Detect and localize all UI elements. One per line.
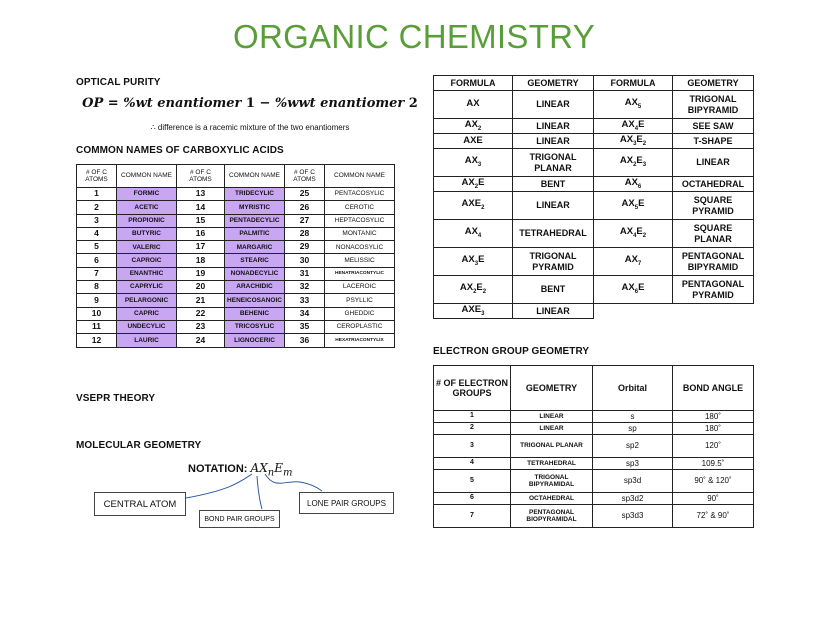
formula-subscript: 2: [642, 140, 647, 147]
formula-lone-pair: E: [478, 254, 485, 266]
acid-name-cell: LAURIC: [117, 334, 177, 347]
formula-base: AX: [466, 98, 480, 110]
formula-base: AXE: [463, 134, 483, 146]
geometry-cell: LINEAR: [513, 192, 594, 220]
acid-name-cell: PENTADECYLIC: [225, 214, 285, 227]
geometry-cell: BENT: [513, 276, 594, 304]
carboxylic-row: [77, 294, 395, 307]
notation-n: n: [267, 467, 275, 479]
electron-row: [434, 470, 754, 493]
formula-cell: [594, 304, 673, 319]
col-header: # OF ELECTRON GROUPS: [434, 366, 511, 411]
optical-purity-heading: OPTICAL PURITY: [76, 77, 161, 88]
bond-pair-label: BOND PAIR GROUPS: [204, 515, 275, 523]
group-count-cell: 1: [434, 411, 511, 423]
formula-cell: [594, 220, 673, 248]
formula-cell: [594, 192, 673, 220]
formula-base: AX: [461, 254, 475, 266]
formula-base: AX: [624, 254, 638, 266]
formula-cell: [594, 134, 673, 149]
page-title: ORGANIC CHEMISTRY: [232, 18, 596, 55]
geometry-row: [434, 134, 754, 149]
formula-lone-pair: E: [638, 198, 645, 210]
carbon-count-cell: 20: [177, 281, 225, 294]
formula-base: AX: [464, 118, 478, 130]
acid-name-cell: NONACOSYLIC: [325, 241, 395, 254]
geometry-cell: LINEAR: [673, 149, 754, 177]
orbital-cell: sp3: [593, 458, 673, 470]
carboxylic-row: [77, 201, 395, 214]
col-header: # OF C ATOMS: [77, 165, 117, 188]
formula-cell: [594, 248, 673, 276]
carbon-count-cell: 30: [285, 254, 325, 267]
geometry-cell: TETRAHEDRAL: [511, 458, 593, 470]
formula-base: AX: [621, 118, 635, 130]
carbon-count-cell: 5: [77, 241, 117, 254]
electron-row: [434, 458, 754, 470]
electron-group-table: [433, 365, 754, 528]
acid-name-cell: MONTANIC: [325, 227, 395, 240]
notation-ax: AX: [250, 461, 268, 475]
carboxylic-acids-table: [76, 164, 395, 348]
formula-base: AX: [619, 133, 634, 145]
carbon-count-cell: 11: [77, 320, 117, 333]
formula-subscript: 3: [633, 140, 637, 147]
formula-subscript: 5: [634, 205, 639, 211]
col-header: COMMON NAME: [325, 165, 395, 188]
formula-lone-pair: E: [478, 176, 485, 188]
notation-e: E: [274, 461, 283, 475]
formula-subscript: 3: [474, 261, 479, 267]
acid-name-cell: MYRISTIC: [225, 201, 285, 214]
acid-name-cell: CAPRYLIC: [117, 281, 177, 294]
carbon-count-cell: 19: [177, 267, 225, 280]
bond-pair-box: [199, 510, 280, 528]
formula-cell: [434, 134, 513, 149]
geometry-cell: TRIGONAL PYRAMID: [513, 248, 594, 276]
geometry-header-row: [434, 76, 754, 91]
carbon-count-cell: 6: [77, 254, 117, 267]
geometry-cell: LINEAR: [513, 119, 594, 134]
formula-cell: [594, 177, 673, 192]
optical-purity-formula: [75, 96, 425, 111]
carbon-count-cell: 12: [77, 334, 117, 347]
carbon-count-cell: 17: [177, 241, 225, 254]
carboxylic-row: [77, 241, 395, 254]
formula-base: AXE: [461, 198, 482, 210]
formula-subscript: 4: [633, 233, 637, 239]
electron-group-heading: ELECTRON GROUP GEOMETRY: [433, 346, 590, 357]
carbon-count-cell: 9: [77, 294, 117, 307]
geometry-cell: TRIGONAL PLANAR: [513, 149, 594, 177]
molecular-geometry-table: [433, 75, 754, 319]
carbon-count-cell: 14: [177, 201, 225, 214]
acid-name-cell: LIGNOCERIC: [225, 334, 285, 347]
acid-name-cell: ACETIC: [117, 201, 177, 214]
lone-pair-box: [299, 492, 394, 514]
acid-name-cell: PALMITIC: [225, 227, 285, 240]
acid-name-cell: HENEICOSANOIC: [225, 294, 285, 307]
orbital-cell: sp3d3: [593, 505, 673, 528]
carbon-count-cell: 25: [285, 188, 325, 201]
notation-label: NOTATION:: [188, 463, 251, 475]
col-header: # OF C ATOMS: [285, 165, 325, 188]
orbital-cell: s: [593, 411, 673, 423]
formula-cell: [594, 119, 673, 134]
orbital-cell: sp: [593, 423, 673, 435]
acid-name-cell: LACEROIC: [325, 281, 395, 294]
formula-base: AX: [621, 282, 635, 294]
acid-name-cell: PELARGONIC: [117, 294, 177, 307]
formula-base: AX: [464, 155, 478, 167]
formula-subscript: 6: [634, 289, 639, 295]
geometry-cell: LINEAR: [511, 423, 593, 435]
formula-subscript: 2: [642, 233, 647, 239]
acid-name-cell: HEPTACOSYLIC: [325, 214, 395, 227]
formula-lone-pair: E: [638, 118, 645, 130]
formula-cell: [434, 119, 513, 134]
bond-angle-cell: 90˚ & 120˚: [673, 470, 754, 493]
formula-lone-pair: E: [636, 226, 643, 238]
carbon-count-cell: 22: [177, 307, 225, 320]
acid-name-cell: GHEDDIC: [325, 307, 395, 320]
acid-name-cell: FORMIC: [117, 188, 177, 201]
geometry-cell: TRIGONAL BIPYRAMID: [673, 91, 754, 119]
col-header: COMMON NAME: [117, 165, 177, 188]
formula-base: AX: [459, 282, 474, 294]
geometry-row: [434, 91, 754, 119]
geometry-cell: LINEAR: [513, 91, 594, 119]
group-count-cell: 7: [434, 505, 511, 528]
notation-line: [188, 461, 292, 478]
geometry-cell: TRIGONAL BIPYRAMIDAL: [511, 470, 593, 493]
carbon-count-cell: 16: [177, 227, 225, 240]
bond-angle-cell: 180˚: [673, 411, 754, 423]
col-header: FORMULA: [434, 76, 513, 91]
carbon-count-cell: 1: [77, 188, 117, 201]
geometry-cell: PENTAGONAL BIOPYRAMIDAL: [511, 505, 593, 528]
geometry-row: [434, 220, 754, 248]
geometry-cell: [673, 304, 754, 319]
carbon-count-cell: 29: [285, 241, 325, 254]
carbon-count-cell: 21: [177, 294, 225, 307]
formula-base: AX: [461, 176, 475, 188]
formula-lone-pair: E: [636, 155, 643, 167]
formula-base: AX: [624, 176, 638, 188]
carbon-count-cell: 34: [285, 307, 325, 320]
formula-base: AX: [624, 97, 638, 109]
acid-name-cell: BEHENIC: [225, 307, 285, 320]
geometry-row: [434, 248, 754, 276]
bond-angle-cell: 180˚: [673, 423, 754, 435]
molecular-geometry-heading: MOLECULAR GEOMETRY: [76, 440, 202, 451]
acid-name-cell: BUTYRIC: [117, 227, 177, 240]
carbon-count-cell: 3: [77, 214, 117, 227]
geometry-cell: SEE SAW: [673, 119, 754, 134]
formula-base: AX: [621, 198, 635, 210]
formula-cell: [434, 248, 513, 276]
group-count-cell: 3: [434, 435, 511, 458]
formula-cell: [434, 149, 513, 177]
formula-subscript: 3: [642, 162, 647, 168]
geometry-cell: SQUARE PYRAMID: [673, 192, 754, 220]
acid-name-cell: ENANTHIC: [117, 267, 177, 280]
racemic-note: ∴ difference is a racemic mixture of the two enantiomers: [150, 123, 350, 132]
acid-name-cell: MELISSIC: [325, 254, 395, 267]
electron-row: [434, 411, 754, 423]
col-header: BOND ANGLE: [673, 366, 754, 411]
formula-subscript: 2: [477, 125, 482, 132]
formula-subscript: 4: [634, 125, 639, 132]
central-atom-label: CENTRAL ATOM: [103, 498, 177, 510]
formula-base: AX: [619, 155, 634, 167]
acid-name-cell: CEROTIC: [325, 201, 395, 214]
electron-row: [434, 493, 754, 505]
formula-cell: [594, 91, 673, 119]
acid-name-cell: HEXATRIACONTYLIX: [325, 334, 395, 347]
geometry-cell: BENT: [513, 177, 594, 192]
formula-base: AX: [619, 226, 634, 238]
carboxylic-row: [77, 320, 395, 333]
bond-angle-cell: 120˚: [673, 435, 754, 458]
lone-pair-label: LONE PAIR GROUPS: [307, 498, 386, 508]
acid-name-cell: VALERIC: [117, 241, 177, 254]
group-count-cell: 4: [434, 458, 511, 470]
formula-two: 2: [408, 96, 418, 111]
geometry-cell: PENTAGONAL PYRAMID: [673, 276, 754, 304]
acid-name-cell: UNDECYLIC: [117, 320, 177, 333]
carbon-count-cell: 33: [285, 294, 325, 307]
formula-cell: [434, 177, 513, 192]
formula-left: OP = %wt enantiomer: [82, 96, 246, 111]
geometry-cell: OCTAHEDRAL: [511, 493, 593, 505]
group-count-cell: 5: [434, 470, 511, 493]
carbon-count-cell: 27: [285, 214, 325, 227]
carbon-count-cell: 31: [285, 267, 325, 280]
carboxylic-row: [77, 227, 395, 240]
formula-subscript: 2: [482, 289, 487, 295]
formula-lone-pair: E: [636, 133, 643, 145]
formula-subscript: 3: [481, 310, 485, 317]
carbon-count-cell: 18: [177, 254, 225, 267]
carboxylic-header-row: [77, 165, 395, 188]
carboxylic-heading: COMMON NAMES OF CARBOXYLIC ACIDS: [76, 145, 284, 156]
geometry-cell: T-SHAPE: [673, 134, 754, 149]
formula-lone-pair: E: [476, 282, 483, 294]
acid-name-cell: NONADECYLIC: [225, 267, 285, 280]
notation-formula: [250, 461, 293, 479]
notation-m: m: [282, 467, 293, 479]
carbon-count-cell: 32: [285, 281, 325, 294]
formula-cell: [434, 192, 513, 220]
carboxylic-row: [77, 188, 395, 201]
formula-lone-pair: E: [638, 282, 645, 294]
carbon-count-cell: 26: [285, 201, 325, 214]
carbon-count-cell: 15: [177, 214, 225, 227]
formula-mid: − %wwt enantiomer: [254, 96, 409, 111]
orbital-cell: sp3d2: [593, 493, 673, 505]
carbon-count-cell: 24: [177, 334, 225, 347]
formula-cell: [434, 276, 513, 304]
carbon-count-cell: 28: [285, 227, 325, 240]
carbon-count-cell: 8: [77, 281, 117, 294]
formula-base: AX: [464, 226, 478, 238]
carboxylic-row: [77, 214, 395, 227]
geometry-cell: SQUARE PLANAR: [673, 220, 754, 248]
formula-cell: [594, 276, 673, 304]
geometry-row: [434, 192, 754, 220]
formula-subscript: 7: [637, 261, 642, 267]
col-header: GEOMETRY: [673, 76, 754, 91]
carboxylic-row: [77, 281, 395, 294]
carbon-count-cell: 13: [177, 188, 225, 201]
acid-name-cell: PSYLLIC: [325, 294, 395, 307]
formula-subscript: 2: [473, 289, 477, 295]
geometry-row: [434, 304, 754, 319]
geometry-row: [434, 149, 754, 177]
bond-angle-cell: 109.5˚: [673, 458, 754, 470]
geometry-row: [434, 177, 754, 192]
carboxylic-row: [77, 334, 395, 347]
carbon-count-cell: 36: [285, 334, 325, 347]
formula-subscript: 3: [477, 162, 482, 168]
formula-cell: [594, 149, 673, 177]
carboxylic-row: [77, 307, 395, 320]
group-count-cell: 6: [434, 493, 511, 505]
formula-cell: [434, 304, 513, 319]
acid-name-cell: CEROPLASTIC: [325, 320, 395, 333]
formula-subscript: 5: [637, 104, 642, 110]
electron-row: [434, 435, 754, 458]
formula-subscript: 4: [477, 233, 482, 239]
group-count-cell: 2: [434, 423, 511, 435]
geometry-row: [434, 119, 754, 134]
electron-header-row: [434, 366, 754, 411]
acid-name-cell: TRICOSYLIC: [225, 320, 285, 333]
col-header: Orbital: [593, 366, 673, 411]
col-header: COMMON NAME: [225, 165, 285, 188]
acid-name-cell: PROPIONIC: [117, 214, 177, 227]
acid-name-cell: STEARIC: [225, 254, 285, 267]
acid-name-cell: PENTACOSYLIC: [325, 188, 395, 201]
acid-name-cell: CAPRIC: [117, 307, 177, 320]
geometry-cell: PENTAGONAL BIPYRAMID: [673, 248, 754, 276]
geometry-cell: OCTAHEDRAL: [673, 177, 754, 192]
vsepr-heading: VSEPR THEORY: [76, 393, 156, 404]
electron-row: [434, 505, 754, 528]
carboxylic-row: [77, 267, 395, 280]
geometry-cell: LINEAR: [513, 304, 594, 319]
col-header: GEOMETRY: [513, 76, 594, 91]
carbon-count-cell: 7: [77, 267, 117, 280]
acid-name-cell: TRIDECYLIC: [225, 188, 285, 201]
acid-name-cell: CAPROIC: [117, 254, 177, 267]
acid-name-cell: HENATRIACONTYLIC: [325, 267, 395, 280]
geometry-cell: LINEAR: [513, 134, 594, 149]
formula-base: AXE: [461, 303, 482, 315]
formula-subscript: 6: [637, 183, 642, 190]
bond-angle-cell: 90˚: [673, 493, 754, 505]
formula-cell: [434, 220, 513, 248]
carboxylic-row: [77, 254, 395, 267]
acid-name-cell: ARACHIDIC: [225, 281, 285, 294]
geometry-cell: LINEAR: [511, 411, 593, 423]
geometry-row: [434, 276, 754, 304]
carbon-count-cell: 2: [77, 201, 117, 214]
central-atom-box: [94, 492, 186, 516]
col-header: GEOMETRY: [511, 366, 593, 411]
geometry-cell: TRIGONAL PLANAR: [511, 435, 593, 458]
orbital-cell: sp3d: [593, 470, 673, 493]
carbon-count-cell: 23: [177, 320, 225, 333]
formula-subscript: 2: [481, 205, 485, 211]
carbon-count-cell: 10: [77, 307, 117, 320]
acid-name-cell: MARGARIC: [225, 241, 285, 254]
formula-one: 1: [245, 96, 255, 111]
col-header: # OF C ATOMS: [177, 165, 225, 188]
carbon-count-cell: 4: [77, 227, 117, 240]
formula-cell: [434, 91, 513, 119]
orbital-cell: sp2: [593, 435, 673, 458]
carbon-count-cell: 35: [285, 320, 325, 333]
formula-subscript: 2: [474, 183, 479, 190]
bond-angle-cell: 72˚ & 90˚: [673, 505, 754, 528]
formula-subscript: 2: [633, 162, 637, 168]
col-header: FORMULA: [594, 76, 673, 91]
electron-row: [434, 423, 754, 435]
geometry-cell: TETRAHEDRAL: [513, 220, 594, 248]
